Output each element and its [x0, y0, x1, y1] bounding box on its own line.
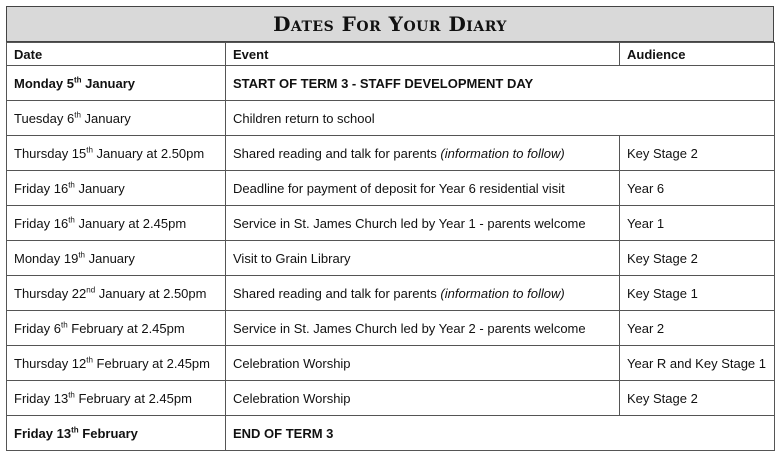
- table-row: [7, 276, 775, 311]
- date-suffix: th: [73, 75, 82, 85]
- audience-cell: Year R and Key Stage 1: [620, 346, 775, 381]
- date-suffix: th: [86, 355, 93, 365]
- event-cell: [226, 311, 620, 346]
- date-suffix: th: [86, 145, 93, 155]
- event-text: START OF TERM 3 - STAFF DEVELOPMENT DAY: [233, 75, 534, 91]
- audience-cell: Key Stage 2: [620, 381, 775, 416]
- date-suffix: th: [74, 110, 81, 120]
- event-note: (information to follow): [440, 145, 565, 161]
- event-cell: [226, 171, 620, 206]
- date-suffix: th: [68, 390, 75, 400]
- date-text-rest: January at 2.50pm: [95, 285, 207, 301]
- date-cell: [7, 241, 226, 276]
- audience-cell: Year 6: [620, 171, 775, 206]
- event-cell: [226, 416, 775, 451]
- date-text-rest: January: [85, 250, 135, 266]
- audience-cell: Key Stage 2: [620, 136, 775, 171]
- audience-cell: Year 2: [620, 311, 775, 346]
- table-row: [7, 66, 775, 101]
- table-row: [7, 381, 775, 416]
- table-row: [7, 416, 775, 451]
- date-text: Friday 13: [14, 425, 72, 441]
- date-text-rest: January at 2.45pm: [74, 215, 187, 231]
- event-cell: [226, 346, 620, 381]
- event-cell: [226, 66, 775, 101]
- audience-cell: Key Stage 2: [620, 241, 775, 276]
- date-cell: [7, 416, 226, 451]
- header-row: [7, 43, 775, 66]
- event-cell: [226, 381, 620, 416]
- date-text-rest: January: [80, 110, 131, 126]
- date-text-rest: February at 2.45pm: [92, 355, 210, 371]
- date-text: Friday 13: [14, 390, 69, 406]
- date-text: Friday 6: [14, 320, 61, 336]
- date-text: Thursday 22: [14, 285, 87, 301]
- date-text: Friday 16: [14, 215, 69, 231]
- title-bar: [6, 6, 774, 42]
- event-text: Service in St. James Church led by Year 2 - parents welcome: [233, 320, 586, 336]
- date-cell: [7, 101, 226, 136]
- diary-table-container: [6, 6, 774, 451]
- event-text: Shared reading and talk for parents: [233, 145, 441, 161]
- date-text: Thursday 12: [14, 355, 87, 371]
- date-cell: [7, 311, 226, 346]
- date-cell: [7, 276, 226, 311]
- table-row: [7, 171, 775, 206]
- event-cell: [226, 206, 620, 241]
- date-suffix: th: [60, 320, 68, 330]
- audience-cell: Year 1: [620, 206, 775, 241]
- date-text-rest: January at 2.50pm: [92, 145, 205, 161]
- table-row: [7, 311, 775, 346]
- column-header-event: Event: [226, 43, 620, 66]
- date-suffix: th: [71, 425, 79, 435]
- event-note: (information to follow): [440, 285, 565, 301]
- event-text: Visit to Grain Library: [233, 250, 351, 266]
- event-cell: [226, 136, 620, 171]
- date-cell: [7, 136, 226, 171]
- event-text: END OF TERM 3: [233, 425, 334, 441]
- date-text: Friday 16: [14, 180, 69, 196]
- date-cell: [7, 66, 226, 101]
- event-text: Service in St. James Church led by Year 1 - parents welcome: [233, 215, 586, 231]
- table-row: [7, 346, 775, 381]
- date-cell: [7, 381, 226, 416]
- date-text: Monday 5: [14, 75, 74, 91]
- event-cell: [226, 276, 620, 311]
- date-text-rest: January: [81, 75, 136, 91]
- audience-cell: Key Stage 1: [620, 276, 775, 311]
- event-cell: [226, 241, 620, 276]
- date-text: Monday 19: [14, 250, 79, 266]
- table-row: [7, 206, 775, 241]
- date-text: Thursday 15: [14, 145, 87, 161]
- date-text-rest: February: [78, 425, 138, 441]
- date-suffix: th: [68, 180, 75, 190]
- date-suffix: th: [78, 250, 85, 260]
- table-row: [7, 101, 775, 136]
- event-text: Celebration Worship: [233, 390, 351, 406]
- column-header-audience: Audience: [620, 43, 775, 66]
- date-text-rest: February at 2.45pm: [74, 390, 192, 406]
- date-suffix: nd: [86, 285, 96, 295]
- event-text: Celebration Worship: [233, 355, 351, 371]
- column-header-date: Date: [7, 43, 226, 66]
- date-text-rest: February at 2.45pm: [67, 320, 185, 336]
- date-text-rest: January: [74, 180, 125, 196]
- table-row: [7, 241, 775, 276]
- event-text: Deadline for payment of deposit for Year 6 residential visit: [233, 180, 565, 196]
- event-text: Children return to school: [233, 110, 375, 126]
- dates-table: [6, 42, 775, 451]
- event-cell: [226, 101, 775, 136]
- date-cell: [7, 346, 226, 381]
- event-text: Shared reading and talk for parents: [233, 285, 441, 301]
- date-cell: [7, 206, 226, 241]
- date-text: Tuesday 6: [14, 110, 75, 126]
- page-title: Dates For Your Diary: [273, 12, 507, 36]
- date-cell: [7, 171, 226, 206]
- date-suffix: th: [68, 215, 75, 225]
- table-row: [7, 136, 775, 171]
